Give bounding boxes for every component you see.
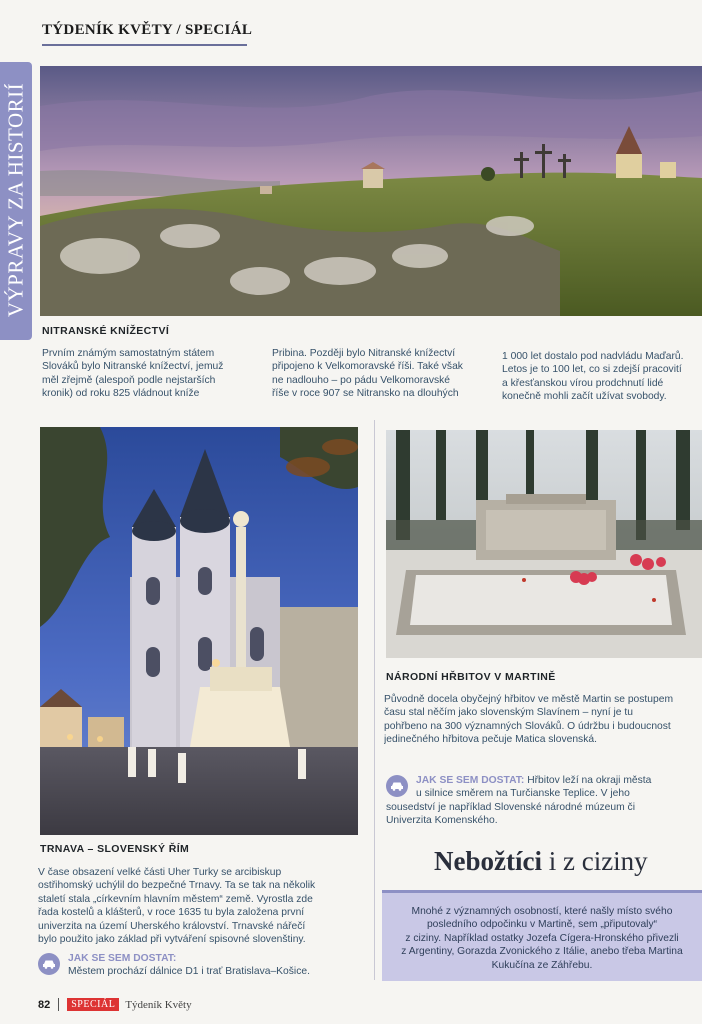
martin-body-line: pohřbeno na 300 významných Slováků. O údržbu i budoucnost (384, 720, 671, 732)
footer-special-badge: SPECIÁL (67, 998, 119, 1011)
trnava-body-line: univerzita na území Uherského království. Trnavské nářečí (38, 920, 306, 932)
nitra-col2-line: ne nadlouho – po pádu Velkomoravské (272, 374, 451, 386)
nitra-col1-line: měl zřejmě (alespoň podle nejstarších (42, 374, 216, 386)
how-to-get-text: sousedství je například Slovenské národné múzeum či (386, 801, 635, 813)
nitra-column-2 (272, 347, 492, 401)
callout-title-rest: i z ciziny (541, 846, 648, 876)
page-header-title: TÝDENÍK KVĚTY / SPECIÁL (42, 22, 253, 38)
callout-line: z Argentiny, Gorazda Zvonického z Itálie, anebo třeba Martina (401, 946, 683, 958)
how-to-get-text: u silnice směrem na Turčianske Teplice. V jeho (416, 788, 630, 800)
nitra-col3-line: konečně mohli začít užívat svobody. (502, 391, 667, 403)
martin-body (384, 693, 702, 747)
nitra-col2-line: připojeno k Velkomoravské říši. Také však (272, 361, 463, 373)
nitra-col1-line: Slováků bylo Nitranské knížectví, jemuž (42, 361, 224, 373)
callout-line: posledního odpočinku v Martině, sem „připutovaly“ (426, 919, 658, 931)
callout-text (382, 893, 702, 972)
martin-body-line: Původně docela obyčejný hřbitov ve městě Martin se postupem (384, 694, 674, 705)
nitra-column-3 (502, 350, 702, 404)
how-to-get-text: Hřbitov leží na okraji města (524, 775, 652, 786)
trnava-body (38, 866, 368, 946)
trnava-body-line: bylo použito jako základ při vytváření spisovné slovenštiny. (38, 934, 306, 946)
trnava-church-photo (40, 427, 358, 835)
page-footer (38, 998, 192, 1011)
nitra-col1-line: kronik) od roku 825 vládnout kníže (42, 388, 200, 400)
callout-box (382, 890, 702, 981)
nitra-column-1 (42, 347, 262, 401)
callout-title-bold: Nebožtíci (434, 846, 542, 876)
callout-line: Mnohé z významných osobností, které našly místo svého (411, 906, 673, 917)
page-number: 82 (38, 998, 51, 1011)
nitra-heading: NITRANSKÉ KNÍŽECTVÍ (42, 325, 170, 337)
column-divider (374, 420, 375, 980)
how-to-get-text: Univerzita Komenského. (386, 815, 498, 827)
nitra-hill-photo (40, 66, 702, 316)
nitra-col3-line: Letos je to 100 let, co si zdejší pracovití (502, 364, 682, 376)
car-icon (38, 953, 60, 975)
nitra-col3-line: 1 000 let dostalo pod nadvládu Maďarů. (502, 351, 684, 362)
trnava-body-line: řada kostelů a klášterů, v roce 1635 tu byla založena první (38, 907, 305, 919)
nitra-col3-line: a křesťanskou vírou prodchnutí lidé (502, 377, 664, 389)
trnava-heading: TRNAVA – SLOVENSKÝ ŘÍM (40, 843, 190, 855)
martin-body-line: jedinečného hřbitova pečuje Matica slovenská. (384, 734, 597, 746)
header-underline (42, 44, 247, 46)
footer-separator (58, 998, 59, 1011)
nitra-col1-line: Prvním známým samostatným státem (42, 348, 215, 359)
nitra-col2-line: říše v roce 907 se Nitransko na dlouhých (272, 388, 459, 400)
car-icon (386, 775, 408, 797)
trnava-body-line: V čase obsazení velké části Uher Turky se arcibiskup (38, 867, 282, 878)
trnava-body-line: ostřihomský uchýlil do bezpečné Trnavy. Ta se tak na několik (38, 880, 316, 892)
callout-line: z ciziny. Například ostatky Jozefa Cígera-Hronského přivezli (405, 932, 679, 944)
martin-body-line: času stal něčím jako slovenským Slavínem – nyní je tu (384, 707, 633, 719)
martin-how-to-get-there (386, 774, 702, 828)
nitra-col2-line: Pribina. Později bylo Nitranské knížectví (272, 348, 456, 359)
callout-title (434, 846, 648, 877)
martin-cemetery-photo (386, 430, 702, 658)
martin-heading: NÁRODNÍ HŘBITOV V MARTINĚ (386, 671, 556, 683)
section-side-tab-label: VÝPRAVY ZA HISTORIÍ (3, 82, 28, 318)
trnava-body-line: staletí stala „církevním hlavním městem“ země. Vyrostla zde (38, 893, 313, 905)
how-to-get-label: JAK SE SEM DOSTAT: (416, 775, 525, 786)
footer-magazine-name: Týdeník Květy (125, 998, 192, 1011)
how-to-get-label: JAK SE SEM DOSTAT: (68, 953, 177, 964)
how-to-get-text: Městem prochází dálnice D1 i trať Bratislava–Košice. (68, 966, 310, 978)
callout-line: Kukučína ze Záhřebu. (491, 959, 593, 971)
trnava-how-to-get-there (38, 952, 368, 979)
